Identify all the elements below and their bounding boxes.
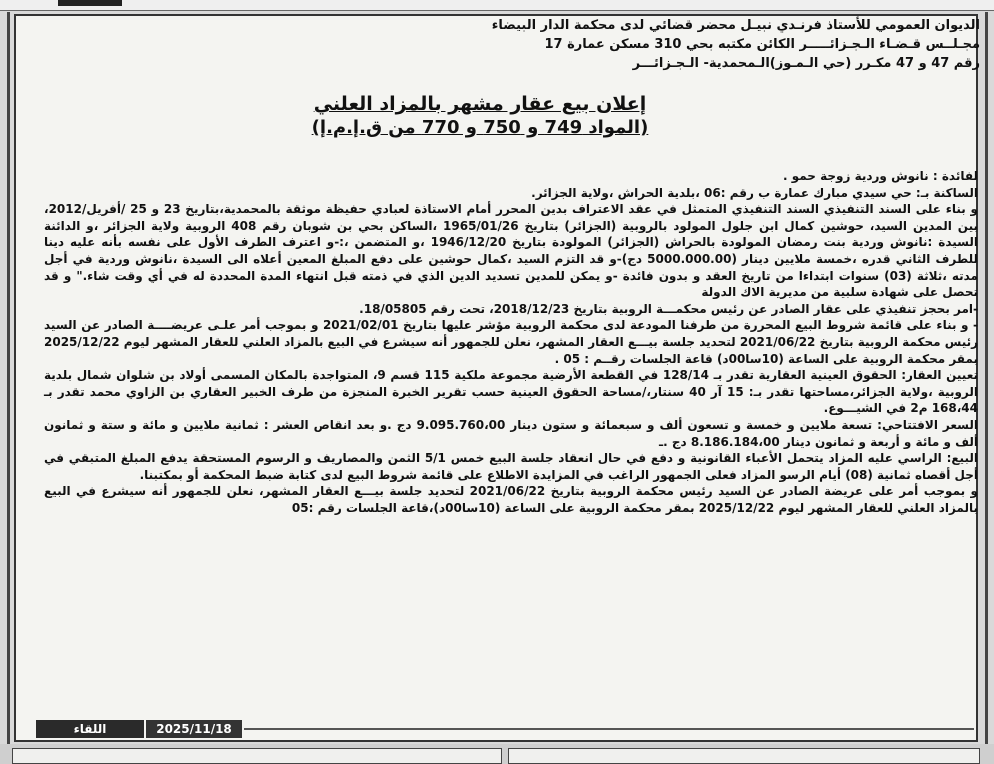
announcement-body	[44, 168, 978, 516]
paragraph-sale-terms: البيع: الراسي عليه المزاد يتحمل الأعباء القانونية و دفع في حال انعقاد جلسة البيع خمس 5/1 الثمن والمصاريف و الرسوم المستحقة يدفع المبلغ المتبقي في أجل أقصاه ثمانية (08) أيام الرسو المزاد فعلى الجمهور الراغب في المزايدة الاطلاع على قائمة شروط البيع لدى كتابة ضبط المحكمة أو بمكتبنا.	[44, 451, 978, 482]
bailiff-header	[80, 16, 980, 73]
header-line-2: مجـلــس قـضـاء الـجـزائـــــر الكائن مكتبه بحي 310 مسكن عمارة 17	[544, 37, 980, 52]
paragraph-opening-price: السعر الافتتاحي: تسعة ملايين و خمسة و تسعون ألف و سبعمائة و ستون دينار 9.095.760،00 دج .و بعد انقاص العشر : ثمانية ملايين و مائة و ستة و ثمانون ألف و مائة و أربعة و ثمانون دينار 8.186.184،00 دج .ـ	[44, 417, 978, 449]
title-line-1: إعلان بيع عقار مشهر بالمزاد العلني	[313, 93, 647, 115]
paragraph-sale-conditions: - و بناء على قائمة شروط البيع المحررة من طرفنا المودعة لدى محكمة الروبية مؤشر عليها بتاريخ 2021/02/01 و بموجب أمر علـى عريضــــة الصادر عن السيد رئيس محكمة الروبية بتاريخ 2021/06/22 لتحديد جلسة بيـــع العقار المشهر، نعلن للجمهور أنه سيشرع في البيع بالمزاد العلني للعقار المشهر ليوم 2025/12/22 بمقر محكمة الروبية على الساعة (10سا00د) قاعة الجلسات رقــم : 05 .	[44, 318, 979, 366]
paragraph-beneficiary: لفائدة : نانوش وردية زوجة حمو .	[782, 169, 978, 183]
paragraph-property-description: تعيين العقار: الحقوق العينية العقارية تقدر بـ 128/14 في القطعة الأرضية مجموعة ملكية 115 قسم 9، المتواجدة بالمكان المسمى أولاد بن شلوان شمال بلدية الروبية ،ولاية الجزائر،مساحتها تقدر بـ: 15 آر 40 سنتار،/مساحة الحقوق العينية حسب تقرير الخبرة المنجزة من طرف الخبير العقاري بن الزاوي محمد تقدر بـ 168،44 م2 في الشيـــوع.	[44, 368, 978, 416]
title-line-2: (المواد 749 و 750 و 770 من ق.إ.م.إ)	[311, 117, 649, 138]
header-line-1: الديوان العمومي للأستاذ فرنـدي نبيـل محضر قضائي لدى محكمة الدار البيضاء	[491, 18, 980, 33]
next-box-right	[508, 748, 980, 764]
paragraph-sale-session: و بموجب أمر على عريضة الصادر عن السيد رئيس محكمة الروبية بتاريخ 2021/06/22 لتحديد جلسة بيـــع العقار المشهر، نعلن للجمهور أنه سيشرع في البيع بالمزاد العلني للعقار المشهر ليوم 2025/12/22 بمقر محكمة الروبية على الساعة (10سا00د)،قاعة الجلسات رقم :05	[44, 484, 978, 515]
right-column-rule	[985, 12, 988, 764]
announcement-title	[200, 92, 760, 140]
top-strip-block	[58, 0, 122, 6]
next-box-left	[12, 748, 502, 764]
left-column-rule	[7, 12, 10, 764]
footer-rule	[244, 728, 974, 730]
paragraph-enforcement-title: و بناء على السند التنفيذي السند التنفيذي المتمثل في عقد الاعتراف بدين المحرر أمام الاستاذة لعبادي حفيظة موثقة بالمحمدية،بتاريخ 23 و 25 /أفريل/2012، بين المدين السيد، حوشين كمال ابن جلول المولود بالروبية (الجزائر) بتاريخ 1965/01/26 ،الساكن بحي بن شوبان رقم 408 الروبية ولاية الجزائر ،و الدائنة السيدة :نانوش وردية بنت رمضان المولودة بالحراش (الجزائر) المولودة بتاريخ 1946/12/20 ،و المتضمن ،:-و اعترف الطرف الأول على نفسه بأنه عليه دينا للطرف الثاني قدره ،خمسة ملايين دينار (5000.000.00 دج)-و قد التزم السيد ،كمال حوشين على دفع المبلغ المعين أعلاه الى السيدة ،نانوش وردية في أجل مدته ،ثلاثة (03) سنوات ابتداءا من تاريخ العقد و بدون فائدة -و يمكن للمدين تسديد الدين الذي في ذمته قبل انتهاء المدة المحددة له في أي وقت شاء." و قد تحصل على شهادة سلبية من مديرية الاك الدولة	[44, 202, 978, 300]
paragraph-address: الساكنة بـ: حي سيدي مبارك عمارة ب رقم :06 ،بلدية الحراش ،ولاية الجزائر.	[531, 185, 978, 200]
paragraph-seizure-order: -امر بحجز تنفيذي على عقار الصادر عن رئيس محكمـــة الروبية بتاريخ 2018/12/23، تحت رقم 18/05805.	[359, 301, 978, 316]
header-line-3: رقم 47 و 47 مكـرر (حي الـمـوز)الـمحمدية- الـجـزائـــر	[632, 56, 980, 71]
newspaper-name: اللقاء	[36, 720, 144, 738]
next-column-edge	[0, 744, 994, 764]
publication-date: 2025/11/18	[146, 720, 242, 738]
top-strip	[0, 0, 994, 11]
